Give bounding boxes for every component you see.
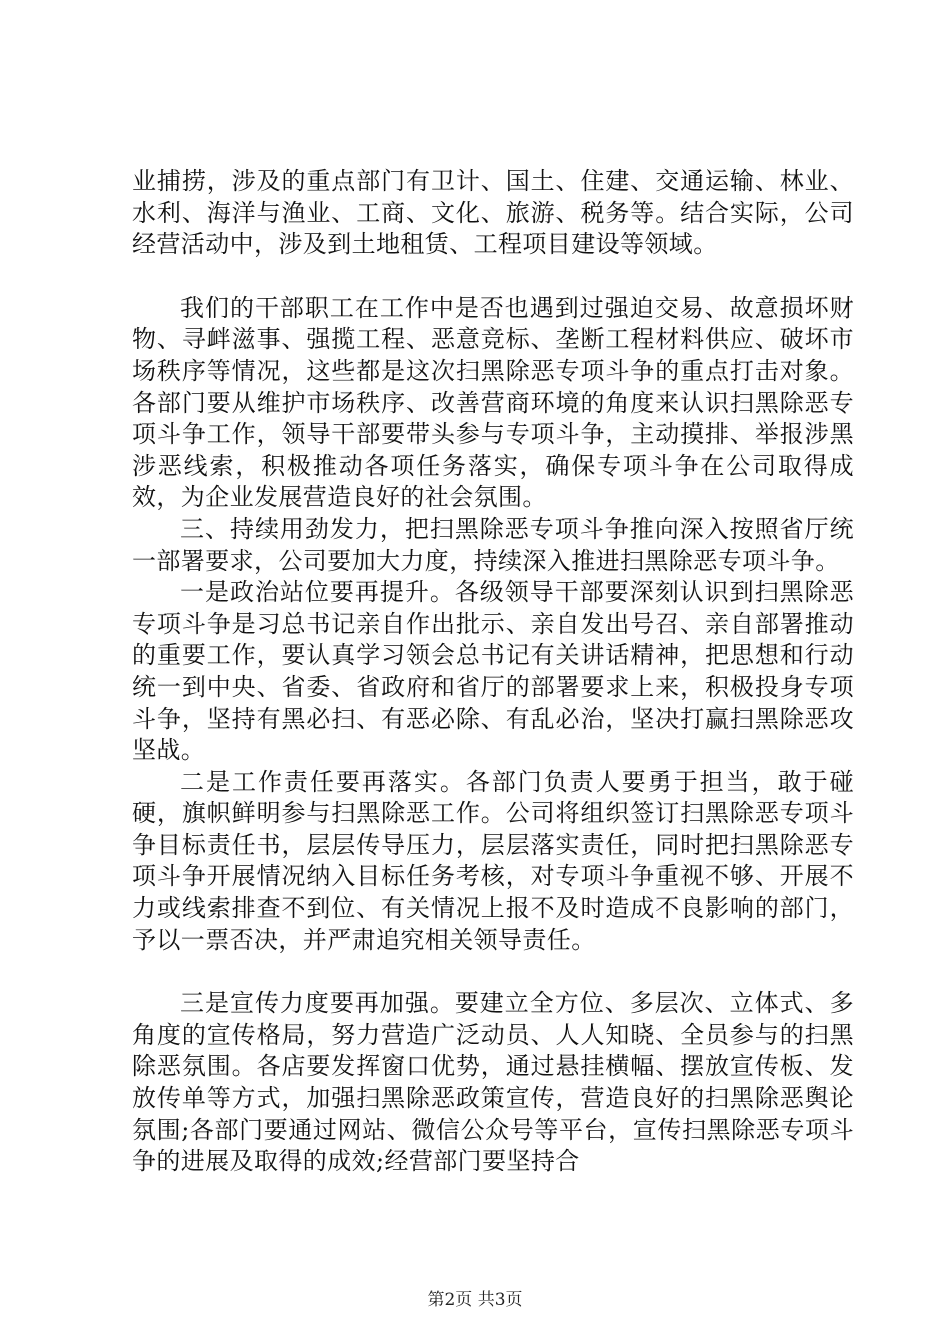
paragraph-work-responsibility: 二是工作责任要再落实。各部门负责人要勇于担当，敢于碰硬，旗帜鲜明参与扫黑除恶工作。公司将组织签订扫黑除恶专项斗争目标责任书，层层传导压力，层层落实责任，同时把扫黑除恶专项斗争开展情况纳入目标任务考核，对专项斗争重视不够、开展不力或线索排查不到位、有关情况上报不及时造成不良影响的部门，予以一票否决，并严肃追究相关领导责任。 xyxy=(132,767,854,954)
paragraph-section-three-heading: 三、持续用劲发力，把扫黑除恶专项斗争推向深入按照省厅统一部署要求，公司要加大力度，持续深入推进扫黑除恶专项斗争。 xyxy=(132,514,854,575)
page-footer: 第2页 共3页 xyxy=(427,1290,523,1310)
document-body xyxy=(132,166,854,1178)
paragraph-cadres-work: 我们的干部职工在工作中是否也遇到过强迫交易、故意损坏财物、寻衅滋事、强揽工程、恶意竞标、垄断工程材料供应、破坏市场秩序等情况，这些都是这次扫黑除恶专项斗争的重点打击对象。各部门要从维护市场秩序、改善营商环境的角度来认识扫黑除恶专项斗争工作，领导干部要带头参与专项斗争，主动摸排、举报涉黑涉恶线索，积极推动各项任务落实，确保专项斗争在公司取得成效，为企业发展营造良好的社会氛围。 xyxy=(132,293,854,512)
paragraph-publicity: 三是宣传力度要再加强。要建立全方位、多层次、立体式、多角度的宣传格局，努力营造广泛动员、人人知晓、全员参与的扫黑除恶氛围。各店要发挥窗口优势，通过悬挂横幅、摆放宣传板、发放传单等方式，加强扫黑除恶政策宣传，营造良好的扫黑除恶舆论氛围;各部门要通过网站、微信公众号等平台，宣传扫黑除恶专项斗争的进展及取得的成效;经营部门要坚持合 xyxy=(132,989,854,1176)
paragraph-continuation: 业捕捞，涉及的重点部门有卫计、国土、住建、交通运输、林业、水利、海洋与渔业、工商、文化、旅游、税务等。结合实际，公司经营活动中，涉及到土地租赁、工程项目建设等领域。 xyxy=(132,167,854,259)
paragraph-political-stance: 一是政治站位要再提升。各级领导干部要深刻认识到扫黑除恶专项斗争是习总书记亲自作出批示、亲自发出号召、亲自部署推动的重要工作，要认真学习领会总书记有关讲话精神，把思想和行动统一到中央、省委、省政府和省厅的部署要求上来，积极投身专项斗争，坚持有黑必扫、有恶必除、有乱必治，坚决打赢扫黑除恶攻坚战。 xyxy=(132,578,854,765)
